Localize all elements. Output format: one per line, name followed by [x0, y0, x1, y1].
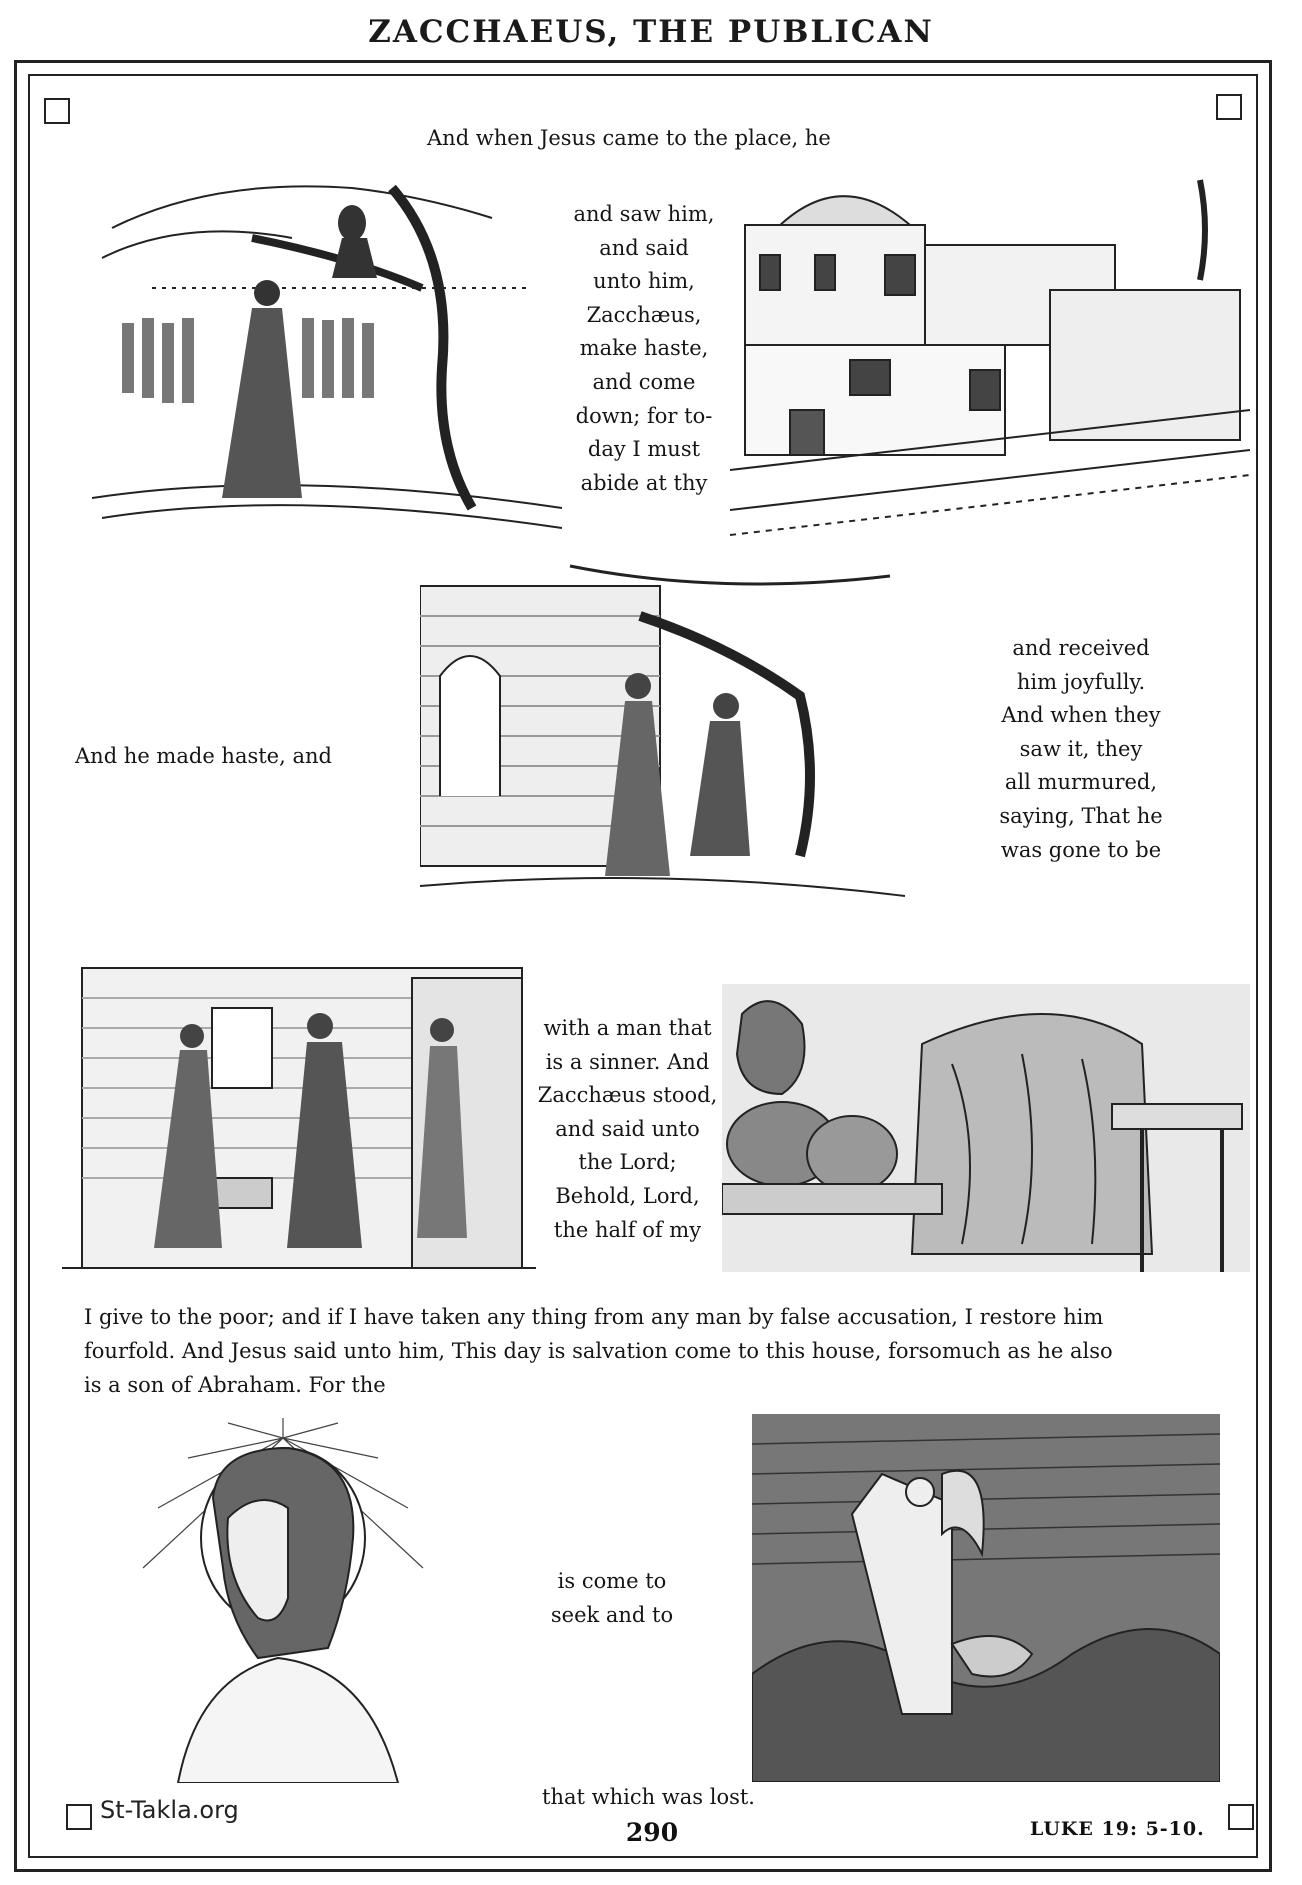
text-line: and received	[1012, 636, 1150, 660]
text-line: seek and to	[550, 1602, 674, 1627]
illustration-angel-sea	[752, 1414, 1220, 1782]
text-line: and said unto	[555, 1116, 700, 1141]
text-line: was gone to be	[1000, 837, 1162, 862]
text-block-3	[535, 1012, 720, 1247]
text-line: and come	[592, 369, 696, 394]
illustration-house	[730, 170, 1250, 540]
text-block-4	[532, 1565, 692, 1632]
text-block-2-left: And he made haste, and	[75, 744, 332, 768]
text-line-1: And when Jesus came to the place, he	[427, 126, 831, 150]
text-line: Zacchæus,	[586, 302, 702, 327]
text-block-2-right	[968, 632, 1194, 867]
illustration-tree-scene	[92, 168, 562, 530]
text-line: day I must	[587, 437, 701, 462]
text-block-1	[562, 198, 726, 500]
page-title: ZACCHAEUS, THE PUBLICAN	[368, 14, 934, 50]
illustration-descending-tree	[420, 556, 905, 938]
text-line: And when they	[1001, 703, 1161, 728]
text-line: abide at thy	[580, 470, 708, 495]
text-line: him joyfully.	[1016, 669, 1146, 694]
text-line: Zacchæus stood,	[537, 1083, 718, 1108]
page-number: 290	[625, 1818, 679, 1847]
text-line: is a son of Abraham. For the	[84, 1373, 386, 1397]
text-line: the half of my	[553, 1217, 702, 1242]
illustration-jesus-portrait	[138, 1418, 428, 1783]
corner-ornament	[1228, 1804, 1254, 1830]
watermark: St-Takla.org	[100, 1796, 239, 1824]
text-line: and said	[599, 235, 689, 260]
text-line: Behold, Lord,	[555, 1183, 700, 1208]
illustration-meeting	[62, 958, 536, 1296]
scripture-reference: LUKE 19: 5-10.	[1030, 1818, 1205, 1840]
text-line: is come to	[557, 1569, 667, 1593]
text-line: fourfold. And Jesus said unto him, This day is salvation come to this house, forsomuch as he also	[84, 1339, 1113, 1363]
text-paragraph	[84, 1300, 1234, 1402]
illustration-money-bags	[722, 984, 1250, 1272]
text-line: the Lord;	[578, 1150, 677, 1175]
text-line: saying, That he	[999, 803, 1163, 828]
text-line: I give to the poor; and if I have taken any thing from any man by false accusation, I restore him	[84, 1305, 1104, 1329]
text-line: make haste,	[579, 336, 709, 361]
text-line: is a sinner. And	[545, 1049, 710, 1074]
corner-ornament	[1216, 94, 1242, 120]
text-final-line: that which was lost.	[542, 1785, 755, 1809]
corner-ornament	[66, 1804, 92, 1830]
text-line: and saw him,	[573, 202, 715, 226]
text-line: down; for to-	[575, 403, 713, 428]
text-line: saw it, they	[1019, 736, 1143, 761]
text-line: unto him,	[593, 269, 695, 294]
text-line: all murmured,	[1004, 770, 1158, 795]
corner-ornament	[44, 98, 70, 124]
text-line: with a man that	[543, 1016, 712, 1040]
